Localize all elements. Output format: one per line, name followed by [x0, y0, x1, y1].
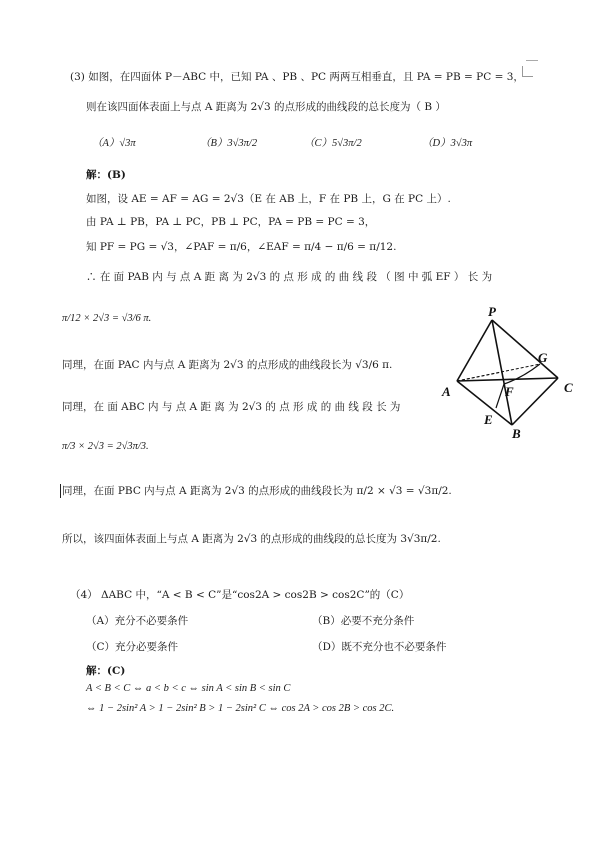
text-cursor	[60, 484, 61, 498]
label-g: G	[538, 350, 548, 365]
label-a: A	[442, 384, 451, 399]
solution-line: π/12 × 2√3 = √3/6 π.	[62, 313, 152, 324]
option-b: （B）3√3π/2	[200, 138, 258, 149]
label-p: P	[488, 304, 496, 319]
solution-line: 同理，在面 PBC 内与点 A 距离为 2√3 的点形成的曲线段长为 π/2 × √3 = √3π/2.	[62, 485, 452, 497]
option-a: （A）充分不必要条件	[86, 615, 189, 627]
solution-line: ⇔ 1 − 2sin² A > 1 − 2sin² B > 1 − 2sin² C ⇔ cos 2A > cos 2B > cos 2C.	[86, 703, 395, 714]
problem3-question: 则在该四面体表面上与点 A 距离为 2√3 的点形成的曲线段的总长度为（ B ）	[86, 101, 446, 113]
tetrahedron-figure	[440, 300, 585, 445]
edge-bc	[512, 378, 558, 425]
solution-line: 知 PF = PG = √3，∠PAF = π/6，∠EAF = π/4 − π/6 = π/12.	[86, 241, 397, 253]
problem3-answer-heading: 解：(B)	[86, 169, 126, 181]
problem4-answer-heading: 解：(C)	[86, 665, 126, 677]
problem3-stem: (3) 如图，在四面体 P－ABC 中，已知 PA 、PB 、PC 两两互相垂直，且 PA = PB = PC = 3，	[70, 71, 524, 83]
page-corner-mark	[526, 60, 538, 61]
option-b: （B）必要不充分条件	[312, 615, 415, 627]
solution-line: 如图，设 AE = AF = AG = 2√3（E 在 AB 上，F 在 PB 上，G 在 PC 上）.	[86, 193, 451, 205]
label-f: F	[505, 384, 514, 399]
option-d: （D）既不充分也不必要条件	[312, 641, 447, 653]
option-c: （C）充分必要条件	[86, 641, 179, 653]
solution-line: 同理，在面 PAC 内与点 A 距离为 2√3 的点形成的曲线段长为 √3/6 π.	[62, 359, 393, 371]
solution-line: 所以，该四面体表面上与点 A 距离为 2√3 的点形成的曲线段的总长度为 3√3π/2.	[62, 533, 441, 545]
solution-line: ∴ 在 面 PAB 内 与 点 A 距 离 为 2√3 的 点 形 成 的 曲 线 段 （ 图 中 弧 EF ） 长 为	[86, 271, 493, 283]
option-d: （D）3√3π	[422, 138, 473, 149]
option-a: （A）√3π	[92, 138, 136, 149]
label-e: E	[484, 412, 493, 427]
solution-line: π/3 × 2√3 = 2√3π/3.	[62, 441, 149, 452]
solution-line: 由 PA ⊥ PB，PA ⊥ PC，PB ⊥ PC，PA = PB = PC = 3，	[86, 216, 376, 228]
arc-egf	[496, 364, 540, 408]
solution-line: A < B < C ⇔ a < b < c ⇔ sin A < sin B < sin C	[86, 683, 291, 694]
solution-line: 同理，在 面 ABC 内 与 点 A 距 离 为 2√3 的 点 形 成 的 曲 线 段 长 为	[62, 401, 401, 413]
option-c: （C）5√3π/2	[304, 138, 362, 149]
problem4-stem: （4） ΔABC 中，“A < B < C”是“cos2A > cos2B > cos2C”的（C）	[70, 589, 410, 601]
label-b: B	[512, 426, 521, 441]
label-c: C	[564, 380, 573, 395]
edge-pa	[457, 320, 492, 381]
